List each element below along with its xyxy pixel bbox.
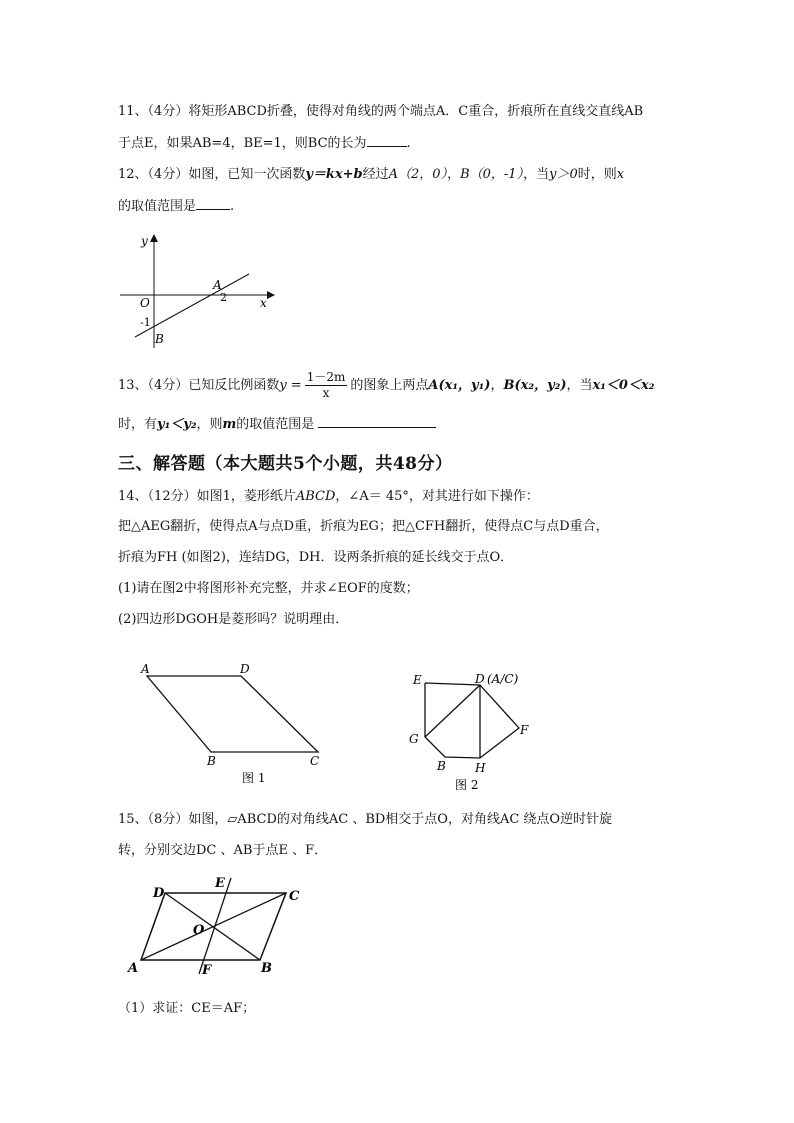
fig1-caption: 图 1 xyxy=(242,771,266,785)
q14-figure-1 xyxy=(136,660,336,790)
q13-sep: ， xyxy=(490,378,504,393)
q13-point-b: B(x₂，y₂) xyxy=(503,378,567,393)
graph-two-label: 2 xyxy=(220,291,227,304)
q13-eq-lhs: y = xyxy=(279,378,302,393)
linear-function-line xyxy=(135,274,249,337)
q15-label-a: A xyxy=(128,961,139,976)
fig2-label-g: G xyxy=(409,732,419,746)
fig1-label-a: A xyxy=(141,662,150,676)
q12-answer-blank[interactable] xyxy=(196,197,230,210)
graph-origin-label: O xyxy=(140,296,150,310)
fig1-label-b: B xyxy=(207,754,216,768)
q14-text-b: ，∠A＝ 45°，对其进行如下操作： xyxy=(335,489,539,504)
q12-var: x xyxy=(616,167,625,182)
q12-text-c: ，当 xyxy=(523,167,550,182)
graph-b-label: B xyxy=(155,332,164,346)
q15-figure xyxy=(123,874,313,979)
q13-line1 xyxy=(118,369,654,403)
q13-fraction xyxy=(305,370,348,401)
q12-point-a: A（2，0） xyxy=(388,167,448,182)
pentagon-outline xyxy=(425,683,519,758)
q14-line3: 折痕为FH (如图2)，连结DG，DH．设两条折痕的延长线交于点O． xyxy=(118,550,514,565)
section-3-title: 三、解答题（本大题共5个小题，共48分） xyxy=(118,454,453,474)
fig2-label-d: D xyxy=(475,672,485,686)
q13-text-c: ，当 xyxy=(566,378,593,393)
q15-line2: 转，分别交边DC 、AB于点E 、F． xyxy=(118,843,328,858)
q11-answer-blank[interactable] xyxy=(367,134,407,147)
q13-condition2: y₁＜y₂ xyxy=(157,417,197,432)
fig2-label-e: E xyxy=(413,673,422,687)
q14-line2: 把△AEG翻折，使得点A与点D重，折痕为EG；把△CFH翻折，使得点C与点D重合， xyxy=(118,519,609,534)
q12-period: . xyxy=(230,199,235,214)
q13-text-d: 时，有 xyxy=(118,417,158,432)
q12-function: y＝kx+b xyxy=(305,167,363,182)
q12-condition: y＞0 xyxy=(549,167,578,182)
q13-answer-blank[interactable] xyxy=(318,415,436,428)
graph-a-label: A xyxy=(213,278,222,292)
fold-line-dg xyxy=(425,685,480,737)
graph-minus-one-label: -1 xyxy=(140,316,151,329)
q12-text-e: 的取值范围是 xyxy=(118,199,197,214)
q11-line2 xyxy=(118,134,411,153)
q14-line1 xyxy=(118,488,539,506)
q14-text-a: 14、（12分）如图1，菱形纸片 xyxy=(118,489,296,504)
q15-label-f: F xyxy=(202,963,212,978)
q15-label-b: B xyxy=(261,961,272,976)
q14-figure-2 xyxy=(405,666,545,794)
q13-point-a: A(x₁，y₁) xyxy=(428,378,491,393)
fig2-caption: 图 2 xyxy=(455,778,479,792)
q12-line2 xyxy=(118,197,234,216)
q14-line4: (1)请在图2中将图形补充完整，并求∠EOF的度数； xyxy=(118,581,419,596)
q12-text-a: 12、（4分）如图，已知一次函数 xyxy=(118,167,306,182)
q14-line5: (2)四边形DGOH是菱形吗？说明理由． xyxy=(118,612,349,627)
q15-line1: 15、（8分）如图，▱ABCD的对角线AC 、BD相交于点O，对角线AC 绕点O逆时针旋 xyxy=(118,812,613,827)
fig2-label-f: F xyxy=(520,723,529,737)
q15-label-e: E xyxy=(215,876,225,891)
q13-text-f: 的取值范围是 xyxy=(236,417,315,432)
q14-abcd: ABCD xyxy=(295,489,336,504)
q12-graph xyxy=(115,230,280,355)
q12-text-d: 时，则 xyxy=(577,167,617,182)
fig1-label-c: C xyxy=(310,754,320,768)
q15-label-c: C xyxy=(289,889,300,904)
fig1-label-d: D xyxy=(240,662,250,676)
q15-label-o: O xyxy=(193,923,205,938)
q15-line3: （1）求证：CE＝AF； xyxy=(118,1001,256,1016)
q13-var: m xyxy=(222,417,237,432)
fig2-label-h: H xyxy=(475,761,486,775)
q11-text: 于点E，如果AB=4，BE=1，则BC的长为 xyxy=(118,136,367,151)
fig2-label-dac: (A/C) xyxy=(487,672,519,686)
q13-numerator: 1－2m xyxy=(306,370,346,384)
q13-text-b: 的图象上两点 xyxy=(350,378,429,393)
q12-point-b: B（0，-1） xyxy=(460,167,524,182)
graph-x-label: x xyxy=(260,296,267,310)
q12-text-b: 经过 xyxy=(362,167,389,182)
q15-label-d: D xyxy=(153,886,165,901)
q13-denominator: x xyxy=(322,386,330,400)
graph-y-label: y xyxy=(141,234,148,248)
y-axis-arrow-icon xyxy=(150,234,158,242)
q12-sep: ， xyxy=(447,167,461,182)
q13-condition: x₁＜0＜x₂ xyxy=(592,378,655,393)
rhombus-abcd xyxy=(147,676,318,752)
q12-line1 xyxy=(118,166,624,184)
q13-text-e: ，则 xyxy=(196,417,223,432)
x-axis-arrow-icon xyxy=(267,291,275,299)
fig2-label-b: B xyxy=(437,759,446,773)
q11-line1: 11、（4分）将矩形ABCD折叠，使得对角线的两个端点A．C重合，折痕所在直线交直线AB xyxy=(118,104,644,119)
q13-line2 xyxy=(118,415,436,434)
q13-text-a: 13、（4分）已知反比例函数 xyxy=(118,378,280,393)
q11-period: . xyxy=(406,136,411,151)
